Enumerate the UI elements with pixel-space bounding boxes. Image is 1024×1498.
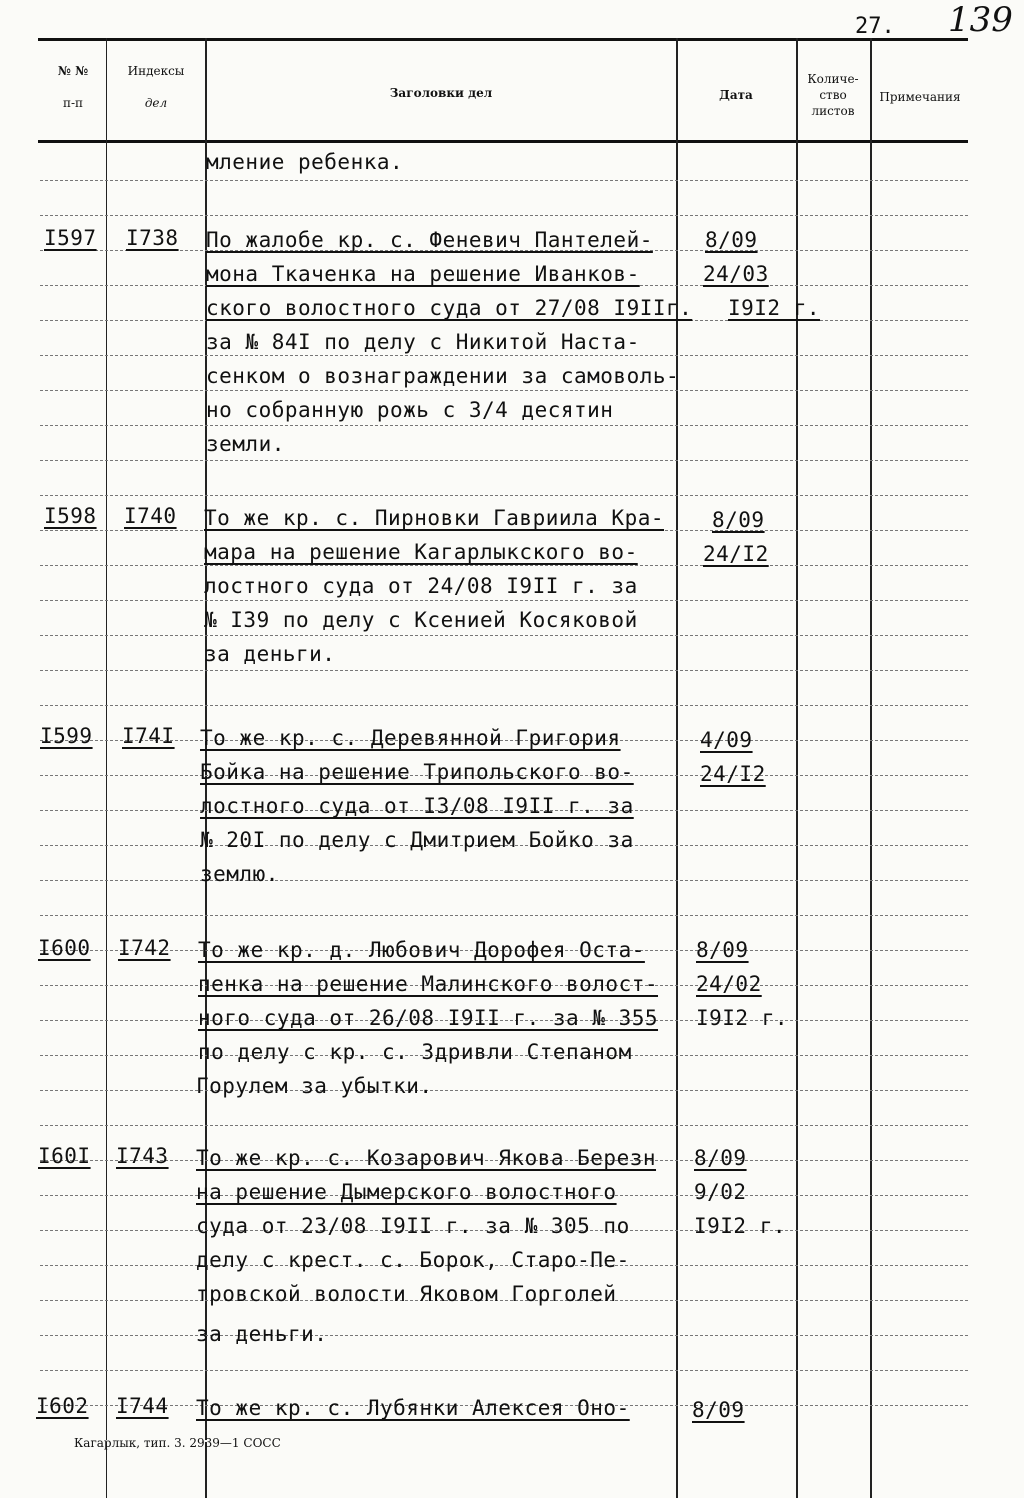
- record-2-line-2: мара на решение Кагарлыкского во-: [204, 540, 638, 564]
- table-top-border: [38, 38, 968, 41]
- ruled-line: [40, 705, 968, 706]
- header-notes: Примечания: [879, 90, 961, 104]
- record-6-num: I602: [36, 1394, 89, 1418]
- record-4-line-2: пенка на решение Малинского волост-: [198, 972, 659, 996]
- record-1-line-5: сенком о вознаграждении за самоволь-: [206, 364, 680, 388]
- ruled-line: [40, 495, 968, 496]
- record-3-line-2: Бойка на решение Трипольского во-: [200, 760, 634, 784]
- ruled-line: [40, 880, 968, 881]
- record-3-line-5: землю.: [200, 862, 279, 886]
- sheet-number: 139: [948, 0, 1013, 40]
- record-1-date-1: 8/09: [705, 228, 758, 252]
- record-1-index: I738: [126, 226, 179, 250]
- record-5-date-2: 9/02: [694, 1180, 747, 1204]
- ruled-line: [40, 635, 968, 636]
- header-count-2: ство: [819, 88, 847, 102]
- record-2-date-1: 8/09: [712, 508, 765, 532]
- record-5-line-1: То же кр. с. Козарович Якова Березн: [196, 1146, 657, 1170]
- record-2-date-2: 24/I2: [703, 542, 769, 566]
- ruled-line: [40, 600, 968, 601]
- ruled-line: [40, 1125, 968, 1126]
- printer-imprint: Кагарлык, тип. 3. 2939—1 СОСС: [74, 1436, 281, 1450]
- col-divider-3: [676, 38, 678, 1498]
- header-index-sub: дел: [144, 96, 168, 110]
- continuation-text: мление ребенка.: [206, 150, 404, 174]
- record-6-date-1: 8/09: [692, 1398, 745, 1422]
- ruled-line: [40, 390, 968, 391]
- record-1-line-2: мона Ткаченка на решение Иванков-: [206, 262, 640, 286]
- record-3-line-4: № 20I по делу с Дмитрием Бойко за: [200, 828, 634, 852]
- record-2-num: I598: [44, 504, 97, 528]
- record-1-num: I597: [44, 226, 97, 250]
- page-number: 27.: [855, 14, 895, 39]
- record-2-line-3: лостного суда от 24/08 I9II г. за: [204, 574, 638, 598]
- ruled-line: [40, 565, 968, 566]
- header-count-3: листов: [811, 104, 855, 118]
- record-4-index: I742: [118, 936, 171, 960]
- record-4-line-4: по делу с кр. с. Здривли Степаном: [198, 1040, 632, 1064]
- ruled-line: [40, 425, 968, 426]
- ruled-line: [40, 1370, 968, 1371]
- record-1-line-7: земли.: [206, 432, 285, 456]
- record-1-line-6: но собранную рожь с 3/4 десятин: [206, 398, 614, 422]
- header-title: Заголовки дел: [389, 86, 493, 100]
- record-3-index: I74I: [122, 724, 175, 748]
- header-num: № №: [57, 64, 89, 78]
- record-6-index: I744: [116, 1394, 169, 1418]
- record-5-date-1: 8/09: [694, 1146, 747, 1170]
- ruled-line: [40, 355, 968, 356]
- record-4-num: I600: [38, 936, 91, 960]
- record-3-line-1: То же кр. с. Деревянной Григория: [200, 726, 621, 750]
- record-6-line-1: То же кр. с. Лубянки Алексея Оно-: [196, 1396, 630, 1420]
- record-1-date-2: 24/03: [703, 262, 769, 286]
- header-bottom-border: [38, 140, 968, 143]
- record-2-line-5: за деньги.: [204, 642, 336, 666]
- ruled-line: [40, 460, 968, 461]
- record-3-date-1: 4/09: [700, 728, 753, 752]
- ruled-line: [40, 215, 968, 216]
- record-5-line-3: суда от 23/08 I9II г. за № 305 по: [196, 1214, 630, 1238]
- record-3-line-3: лостного суда от I3/08 I9II г. за: [200, 794, 634, 818]
- header-index: Индексы: [127, 64, 185, 78]
- ruled-line: [40, 670, 968, 671]
- record-5-line-5: тровской волости Яковом Горголей: [196, 1282, 617, 1306]
- record-4-date-2: 24/02: [696, 972, 762, 996]
- col-divider-5: [870, 38, 872, 1498]
- header-date: Дата: [719, 88, 753, 102]
- ruled-line: [40, 1090, 968, 1091]
- record-1-line-3: ского волостного суда от 27/08 I9IIг.: [206, 296, 693, 320]
- col-divider-4: [796, 38, 798, 1498]
- record-4-date-3: I9I2 г.: [696, 1006, 789, 1030]
- record-5-index: I743: [116, 1144, 169, 1168]
- record-5-date-3: I9I2 г.: [694, 1214, 787, 1238]
- record-2-line-4: № I39 по делу с Ксенией Косяковой: [204, 608, 638, 632]
- record-1-line-1: По жалобе кр. с. Феневич Пантелей-: [206, 228, 653, 252]
- record-4-date-1: 8/09: [696, 938, 749, 962]
- record-4-line-1: То же кр. д. Любович Дорофея Оста-: [198, 938, 645, 962]
- record-5-line-6: за деньги.: [196, 1322, 328, 1346]
- header-count-1: Количе-: [807, 72, 859, 86]
- record-1-line-4: за № 84I по делу с Никитой Наста-: [206, 330, 640, 354]
- record-3-date-2: 24/I2: [700, 762, 766, 786]
- ruled-line: [40, 320, 968, 321]
- record-2-line-1: То же кр. с. Пирновки Гавриила Кра-: [204, 506, 665, 530]
- ruled-line: [40, 1335, 968, 1336]
- record-5-line-2: на решение Дымерского волостного: [196, 1180, 617, 1204]
- ruled-line: [40, 915, 968, 916]
- record-5-num: I60I: [38, 1144, 91, 1168]
- record-4-line-3: ного суда от 26/08 I9II г. за № 355: [198, 1006, 659, 1030]
- record-4-line-5: Горулем за убытки.: [196, 1074, 433, 1098]
- record-5-line-4: делу с крест. с. Борок, Старо-Пе-: [196, 1248, 630, 1272]
- record-1-date-3: I9I2 г.: [728, 296, 821, 320]
- col-divider-1: [106, 38, 107, 1498]
- record-2-index: I740: [124, 504, 177, 528]
- header-num-sub: п-п: [62, 96, 84, 110]
- record-3-num: I599: [40, 724, 93, 748]
- ruled-line: [40, 180, 968, 181]
- ruled-line: [40, 530, 968, 531]
